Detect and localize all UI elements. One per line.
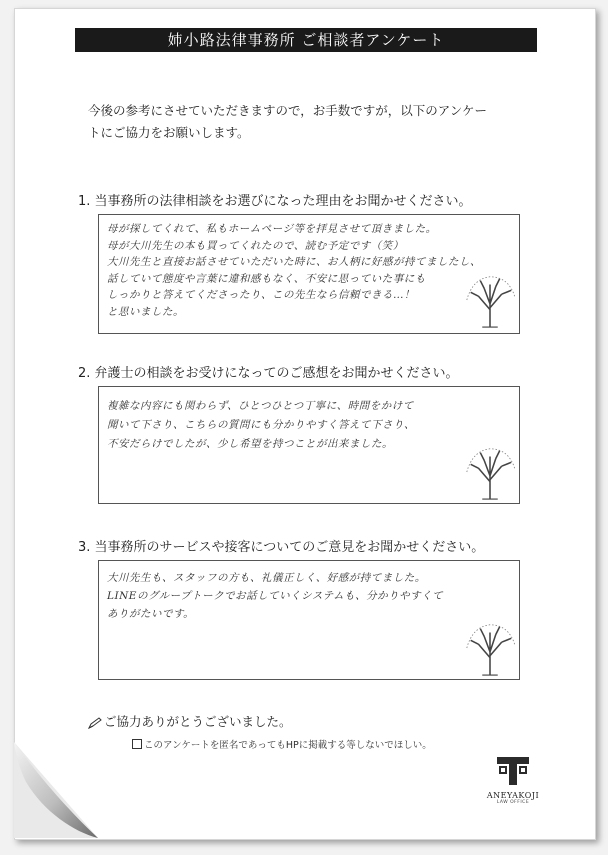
answer-line: と思いました。 — [107, 305, 184, 318]
answer-line: しっかりと答えてくださったり、この先生なら信頼できる…！ — [107, 289, 415, 301]
answer-line: ありがたいです。 — [107, 608, 195, 620]
answer-line: 大川先生も、スタッフの方も、礼儀正しく、好感が持てました。 — [107, 572, 426, 584]
tree-illustration-icon — [461, 619, 519, 677]
answer-line: LINEのグループトークでお話していくシステムも、分かりやすくて — [107, 590, 444, 602]
thanks-text: ご協力ありがとうございました。 — [104, 714, 292, 729]
answer-box-3 — [98, 560, 520, 680]
answer-line: 複雑な内容にも関わらず、ひとつひとつ丁寧に、時間をかけて — [107, 400, 414, 412]
question-3-label: 3. 当事務所のサービスや接客についてのご意見をお聞かせください。 — [78, 540, 485, 555]
answer-line: 話していて態度や言葉に違和感もなく、不安に思っていた事にも — [107, 272, 426, 285]
page-curl-corner — [14, 742, 98, 838]
answer-box-1 — [98, 214, 520, 334]
tree-illustration-icon — [461, 443, 519, 501]
aneyakoji-logo-icon — [496, 756, 530, 786]
pencil-icon — [88, 717, 102, 729]
page-title: 姉小路法律事務所 ご相談者アンケート — [75, 28, 537, 52]
privacy-note-text: このアンケートを匿名であってもHPに掲載する等しないでほしい。 — [144, 740, 432, 751]
question-2-label: 2. 弁護士の相談をお受けになってのご感想をお聞かせください。 — [78, 366, 459, 381]
answer-line: 母が探してくれて、私もホームページ等を拝見させて頂きました。 — [107, 223, 437, 235]
answer-line: 聞いて下さり、こちらの質問にも分かりやすく答えて下さり、 — [107, 419, 415, 431]
privacy-request — [132, 737, 432, 751]
answer-box-2 — [98, 386, 520, 504]
answer-1-text — [107, 221, 487, 320]
privacy-checkbox[interactable] — [132, 739, 142, 749]
answer-line: 母が大川先生の本も買ってくれたので、読む予定です（笑） — [107, 239, 404, 252]
answer-3-text — [107, 569, 487, 623]
logo-name: ANEYAKOJI — [486, 791, 540, 800]
answer-2-text — [107, 397, 487, 454]
office-logo — [478, 756, 548, 826]
intro-text — [88, 100, 558, 144]
thanks-message — [88, 712, 292, 730]
tree-illustration-icon — [461, 271, 519, 329]
intro-line-2: トにご協力をお願いします。 — [88, 125, 250, 140]
answer-line: 不安だらけでしたが、少し希望を持つことが出来ました。 — [107, 438, 393, 450]
intro-line-1: 今後の参考にさせていただきますので，お手数ですが，以下のアンケー — [88, 103, 488, 118]
answer-line: 大川先生と直接お話させていただいた時に、お人柄に好感が持てましたし、 — [107, 256, 481, 268]
question-1-label: 1. 当事務所の法律相談をお選びになった理由をお聞かせください。 — [78, 194, 472, 209]
logo-subtitle: LAW OFFICE — [496, 800, 530, 805]
